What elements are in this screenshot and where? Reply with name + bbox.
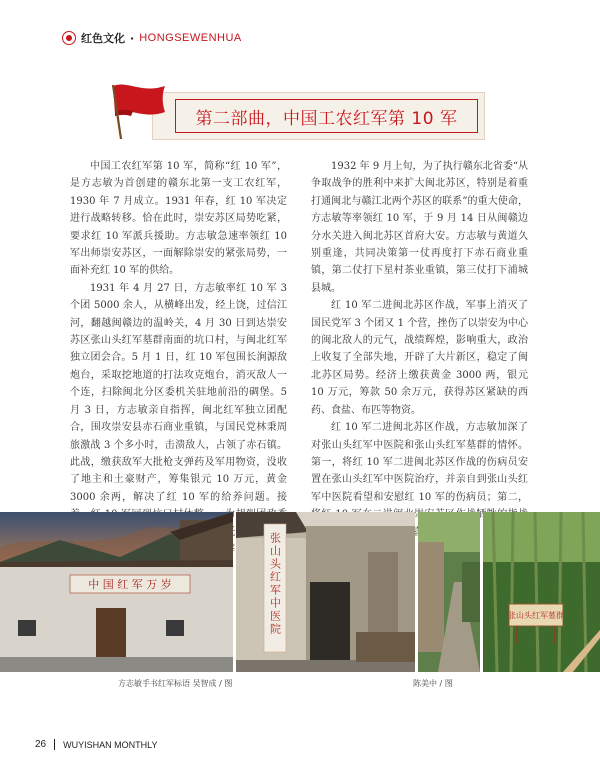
magazine-name: WUYISHAN MONTHLY (63, 739, 158, 750)
title-banner (152, 92, 485, 140)
photo-red-army-hospital (236, 512, 415, 672)
section-name-zh: 红色文化 (81, 32, 125, 45)
photo-village-lane (418, 512, 480, 672)
section-separator: · (130, 31, 135, 45)
hospital-sign-text: 张山头红军中医院 (268, 532, 282, 636)
star-logo-icon (62, 31, 76, 45)
section-name-en: HONGSEWENHUA (139, 32, 242, 44)
paragraph: 中国工农红军第 10 军，简称“红 10 军”，是方志敏为首创建的赣东北第一支工农红军，1930 年 7 月成立。1931 年春，红 10 军决定进行战略转移。恰在此时，崇安苏区局势吃紧，要求红 10 军派兵援助。方志敏急速率领红 10 军出师崇安苏区，一面解除崇安的紧张局势，一面补充红 10 军的供给。 (70, 161, 287, 277)
paragraph: 1931 年 4 月 27 日，方志敏率红 10 军 3 个团 5000 余人，从横峰出发，经上饶，过信江河，翻越闽赣边的温岭关，4 月 30 日到达崇安苏区张山头红军墓群南面的坑口村，与闽北红军独立团会合。5 月 1 日，红 10 军包围长涧源敌炮台，采取挖地道的打法攻克炮台，消灭敌人一个连，扫除闽北分区委机关驻地前沿的碉堡。5 月 3 日，方志敏亲自指挥，闽北红军独立团配合，围攻崇安县赤石商业重镇，与国民党林秉周旅激战 3 个多小时，击溃敌人，占领了赤石镇。此战，缴获敌军大批枪支弹药及军用物资，没收了地主和土豪财产，筹集银元 10 万元，黄金 3000 余两，解决了红 10 军的给养问题。接 (70, 282, 287, 503)
footer-divider (54, 739, 55, 750)
paragraph: 红 10 军二进闽北苏区作战，方志敏加深了对张山头红军中医院和张山头红军墓群的情怀。第一，将红 10 军二进闽北苏区作战的伤病员安置在张山头红军中医院治疗，并亲自到张山头红军中医院看望和安慰红 10 军的伤病员；第二， (311, 422, 528, 503)
slogan-text: 中 国 红 军 万 岁 (88, 578, 172, 591)
photo-caption-left: 方志敏手书红军标语 吴智成 / 图 (118, 679, 233, 688)
article-title: 第二部曲，中国工农红军第 10 军 (195, 108, 458, 129)
page-number: 26 (35, 739, 47, 750)
page-footer (35, 739, 157, 750)
photo-caption-right: 陈美中 / 图 (413, 679, 453, 688)
photo-bamboo-cemetery (483, 512, 600, 672)
article-column-right (311, 158, 528, 541)
cemetery-sign-text: 张山头红军墓群 (508, 611, 564, 620)
section-header (62, 30, 242, 46)
paragraph: 1932 年 9 月上旬，为了执行赣东北省委“从争取战争的胜利中来扩大闽北苏区，特别是着重打通闽北与赣江北两个苏区的联系”的重大使命，方志敏等率领红 10 军，于 9 月 14 日从闽赣边分水关进入闽北苏区首府大安。方志敏与黄道久别重逢，共同决策第一仗再度打下赤石商业重镇，第二仗打下星村茶业重镇，第三仗打下浦城县城。 (311, 161, 528, 294)
photo-red-army-slogan-building (0, 512, 233, 672)
red-flag-icon (107, 82, 169, 140)
paragraph: 红 10 军二进闽北苏区作战，军事上消灭了国民党军 3 个团又 1 个营，挫伤了以崇安为中心的闽北敌人的元气，战绩辉煌，影响重大，政治上收复了全部失地，开辟了大片新区，稳定了闽北苏区局势。经济上缴获黄金 3000 两，银元 10 万元，筹款 50 余万元，获得苏区紧缺的西药、食盐、布匹等物资。 (311, 300, 528, 416)
